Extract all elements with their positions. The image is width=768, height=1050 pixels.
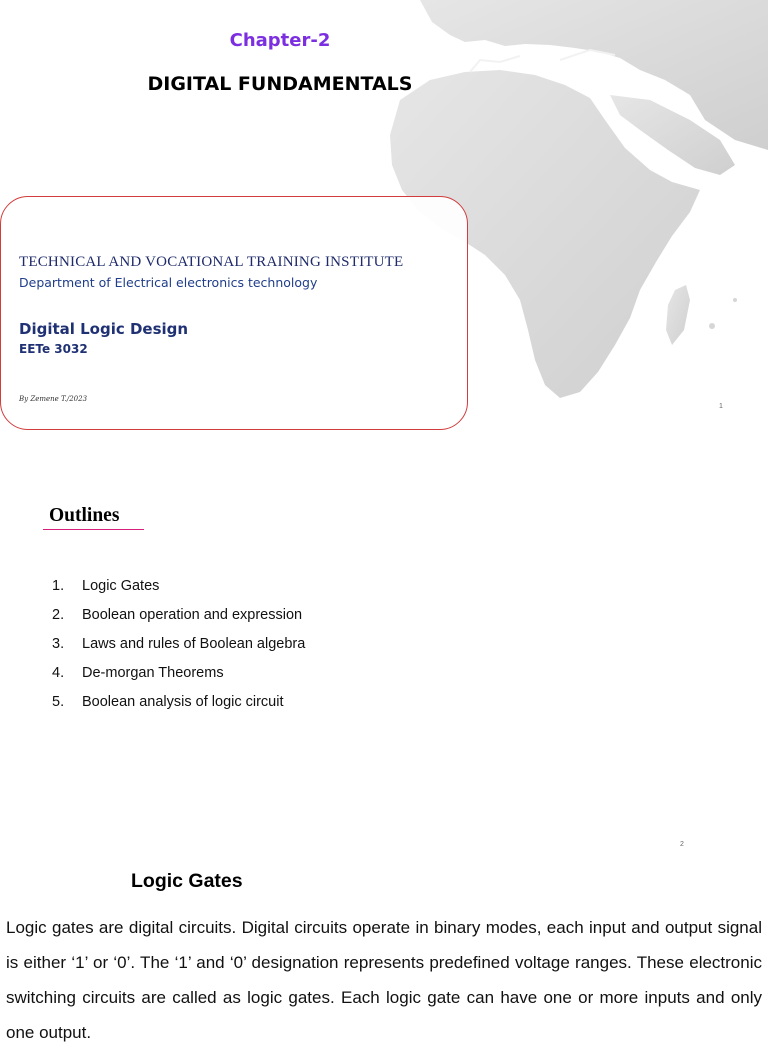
- slide-title: DIGITAL FUNDAMENTALS: [147, 73, 413, 95]
- list-item: [52, 576, 305, 605]
- list-item-number: 1.: [52, 578, 65, 594]
- list-item-text: Boolean operation and expression: [82, 607, 303, 623]
- author-credit: By Zemene T./2023: [19, 395, 88, 403]
- section-paragraph: Logic gates are digital circuits. Digital circuits operate in binary modes, each input and output signal is either ‘1’ or ‘0’. The ‘1’ and ‘0’ designation represents predefined voltage ranges. These electronic switching circuits are called as logic gates. Each logic gate can have one or more inputs and only one output.: [6, 918, 762, 1042]
- list-item-text: Boolean analysis of logic circuit: [82, 694, 284, 710]
- list-item-text: Laws and rules of Boolean algebra: [82, 636, 306, 652]
- list-item-number: 5.: [52, 694, 65, 710]
- chapter-title: Chapter-2: [229, 30, 331, 51]
- list-item: [52, 634, 305, 663]
- list-item-number: 4.: [52, 665, 65, 681]
- page-number: 2: [680, 841, 684, 848]
- course-info-box: [0, 196, 468, 430]
- course-code: EETe 3032: [19, 342, 88, 356]
- list-item-text: De-morgan Theorems: [82, 665, 224, 681]
- page-number: 1: [719, 403, 723, 410]
- list-item-number: 3.: [52, 636, 65, 652]
- course-name: Digital Logic Design: [19, 320, 189, 338]
- department-name: Department of Electrical electronics technology: [19, 275, 318, 290]
- outlines-heading: Outlines: [49, 505, 120, 526]
- section-heading: Logic Gates: [131, 870, 243, 892]
- list-item: [52, 605, 305, 634]
- list-item-number: 2.: [52, 607, 65, 623]
- title-slide: [0, 0, 768, 440]
- heading-underline: [43, 529, 144, 530]
- outline-list: [52, 576, 305, 721]
- list-item: [52, 663, 305, 692]
- list-item-text: Logic Gates: [82, 578, 160, 594]
- list-item: [52, 692, 305, 721]
- institute-name: TECHNICAL AND VOCATIONAL TRAINING INSTITUTE: [19, 254, 404, 270]
